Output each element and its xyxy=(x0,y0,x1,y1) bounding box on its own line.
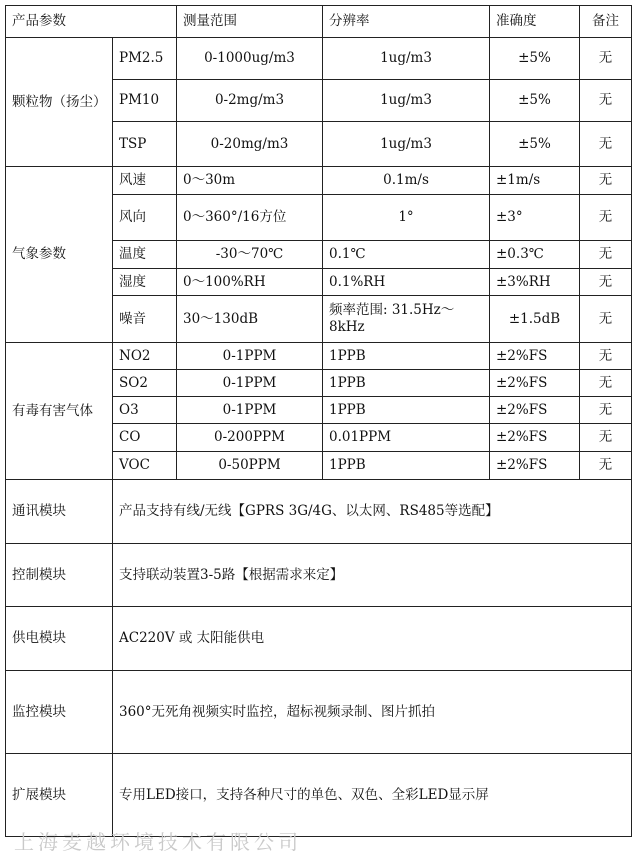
item-cell: 风向 xyxy=(113,195,177,241)
accuracy-cell: ±3° xyxy=(490,195,580,241)
category-particulates: 颗粒物（扬尘） xyxy=(6,38,113,167)
category-toxic-gases: 有毒有害气体 xyxy=(6,343,113,480)
range-cell: 30～130dB xyxy=(177,296,323,343)
note-cell: 无 xyxy=(580,122,632,167)
table-row xyxy=(6,38,632,80)
item-cell: TSP xyxy=(113,122,177,167)
resolution-cell: 0.1m/s xyxy=(323,167,490,195)
accuracy-cell: ±2%FS xyxy=(490,424,580,452)
module-name: 扩展模块 xyxy=(6,754,113,837)
range-cell: -30～70℃ xyxy=(177,241,323,269)
category-weather: 气象参数 xyxy=(6,167,113,343)
header-accuracy: 准确度 xyxy=(490,6,580,38)
header-row xyxy=(6,6,632,38)
item-cell: 风速 xyxy=(113,167,177,195)
resolution-cell: 1PPB xyxy=(323,397,490,424)
note-cell: 无 xyxy=(580,167,632,195)
accuracy-cell: ±5% xyxy=(490,122,580,167)
accuracy-cell: ±5% xyxy=(490,38,580,80)
note-cell: 无 xyxy=(580,80,632,122)
company-watermark: 上海麦越环境技术有限公司 xyxy=(14,830,302,854)
table-row xyxy=(6,343,632,370)
note-cell: 无 xyxy=(580,241,632,269)
module-desc: 360°无死角视频实时监控，超标视频录制、图片抓拍 xyxy=(113,671,632,754)
range-cell: 0-20mg/m3 xyxy=(177,122,323,167)
range-cell: 0-1000ug/m3 xyxy=(177,38,323,80)
module-name: 控制模块 xyxy=(6,544,113,607)
note-cell: 无 xyxy=(580,452,632,480)
module-desc: 专用LED接口，支持各种尺寸的单色、双色、全彩LED显示屏 xyxy=(113,754,632,837)
range-cell: 0-50PPM xyxy=(177,452,323,480)
item-cell: PM2.5 xyxy=(113,38,177,80)
accuracy-cell: ±1m/s xyxy=(490,167,580,195)
note-cell: 无 xyxy=(580,370,632,397)
range-cell: 0～30m xyxy=(177,167,323,195)
resolution-cell: 1° xyxy=(323,195,490,241)
range-cell: 0-1PPM xyxy=(177,343,323,370)
module-name: 供电模块 xyxy=(6,607,113,671)
module-row xyxy=(6,671,632,754)
accuracy-cell: ±0.3℃ xyxy=(490,241,580,269)
note-cell: 无 xyxy=(580,424,632,452)
module-row xyxy=(6,544,632,607)
resolution-cell: 0.1%RH xyxy=(323,269,490,296)
module-row xyxy=(6,480,632,544)
header-resolution: 分辨率 xyxy=(323,6,490,38)
range-cell: 0-1PPM xyxy=(177,370,323,397)
accuracy-cell: ±2%FS xyxy=(490,452,580,480)
resolution-cell: 1ug/m3 xyxy=(323,122,490,167)
item-cell: 噪音 xyxy=(113,296,177,343)
resolution-cell: 1PPB xyxy=(323,452,490,480)
header-product-params: 产品参数 xyxy=(6,6,177,38)
item-cell: VOC xyxy=(113,452,177,480)
note-cell: 无 xyxy=(580,343,632,370)
resolution-cell: 0.1℃ xyxy=(323,241,490,269)
note-cell: 无 xyxy=(580,38,632,80)
item-cell: SO2 xyxy=(113,370,177,397)
note-cell: 无 xyxy=(580,296,632,343)
note-cell: 无 xyxy=(580,397,632,424)
note-cell: 无 xyxy=(580,269,632,296)
accuracy-cell: ±5% xyxy=(490,80,580,122)
range-cell: 0-2mg/m3 xyxy=(177,80,323,122)
module-name: 通讯模块 xyxy=(6,480,113,544)
range-cell: 0～100%RH xyxy=(177,269,323,296)
item-cell: 温度 xyxy=(113,241,177,269)
item-cell: O3 xyxy=(113,397,177,424)
note-cell: 无 xyxy=(580,195,632,241)
resolution-cell: 频率范围: 31.5Hz～8kHz xyxy=(323,296,490,343)
resolution-cell: 1PPB xyxy=(323,343,490,370)
accuracy-cell: ±1.5dB xyxy=(490,296,580,343)
module-row xyxy=(6,607,632,671)
item-cell: PM10 xyxy=(113,80,177,122)
resolution-cell: 1ug/m3 xyxy=(323,80,490,122)
module-desc: AC220V 或 太阳能供电 xyxy=(113,607,632,671)
header-range: 测量范围 xyxy=(177,6,323,38)
module-name: 监控模块 xyxy=(6,671,113,754)
spec-table xyxy=(5,5,632,837)
accuracy-cell: ±2%FS xyxy=(490,397,580,424)
resolution-cell: 1ug/m3 xyxy=(323,38,490,80)
accuracy-cell: ±2%FS xyxy=(490,370,580,397)
module-row xyxy=(6,754,632,837)
header-note: 备注 xyxy=(580,6,632,38)
item-cell: NO2 xyxy=(113,343,177,370)
table-row xyxy=(6,167,632,195)
item-cell: CO xyxy=(113,424,177,452)
range-cell: 0-200PPM xyxy=(177,424,323,452)
item-cell: 湿度 xyxy=(113,269,177,296)
range-cell: 0～360°/16方位 xyxy=(177,195,323,241)
accuracy-cell: ±2%FS xyxy=(490,343,580,370)
range-cell: 0-1PPM xyxy=(177,397,323,424)
resolution-cell: 0.01PPM xyxy=(323,424,490,452)
resolution-cell: 1PPB xyxy=(323,370,490,397)
module-desc: 支持联动装置3-5路【根据需求来定】 xyxy=(113,544,632,607)
accuracy-cell: ±3%RH xyxy=(490,269,580,296)
module-desc: 产品支持有线/无线【GPRS 3G/4G、以太网、RS485等选配】 xyxy=(113,480,632,544)
